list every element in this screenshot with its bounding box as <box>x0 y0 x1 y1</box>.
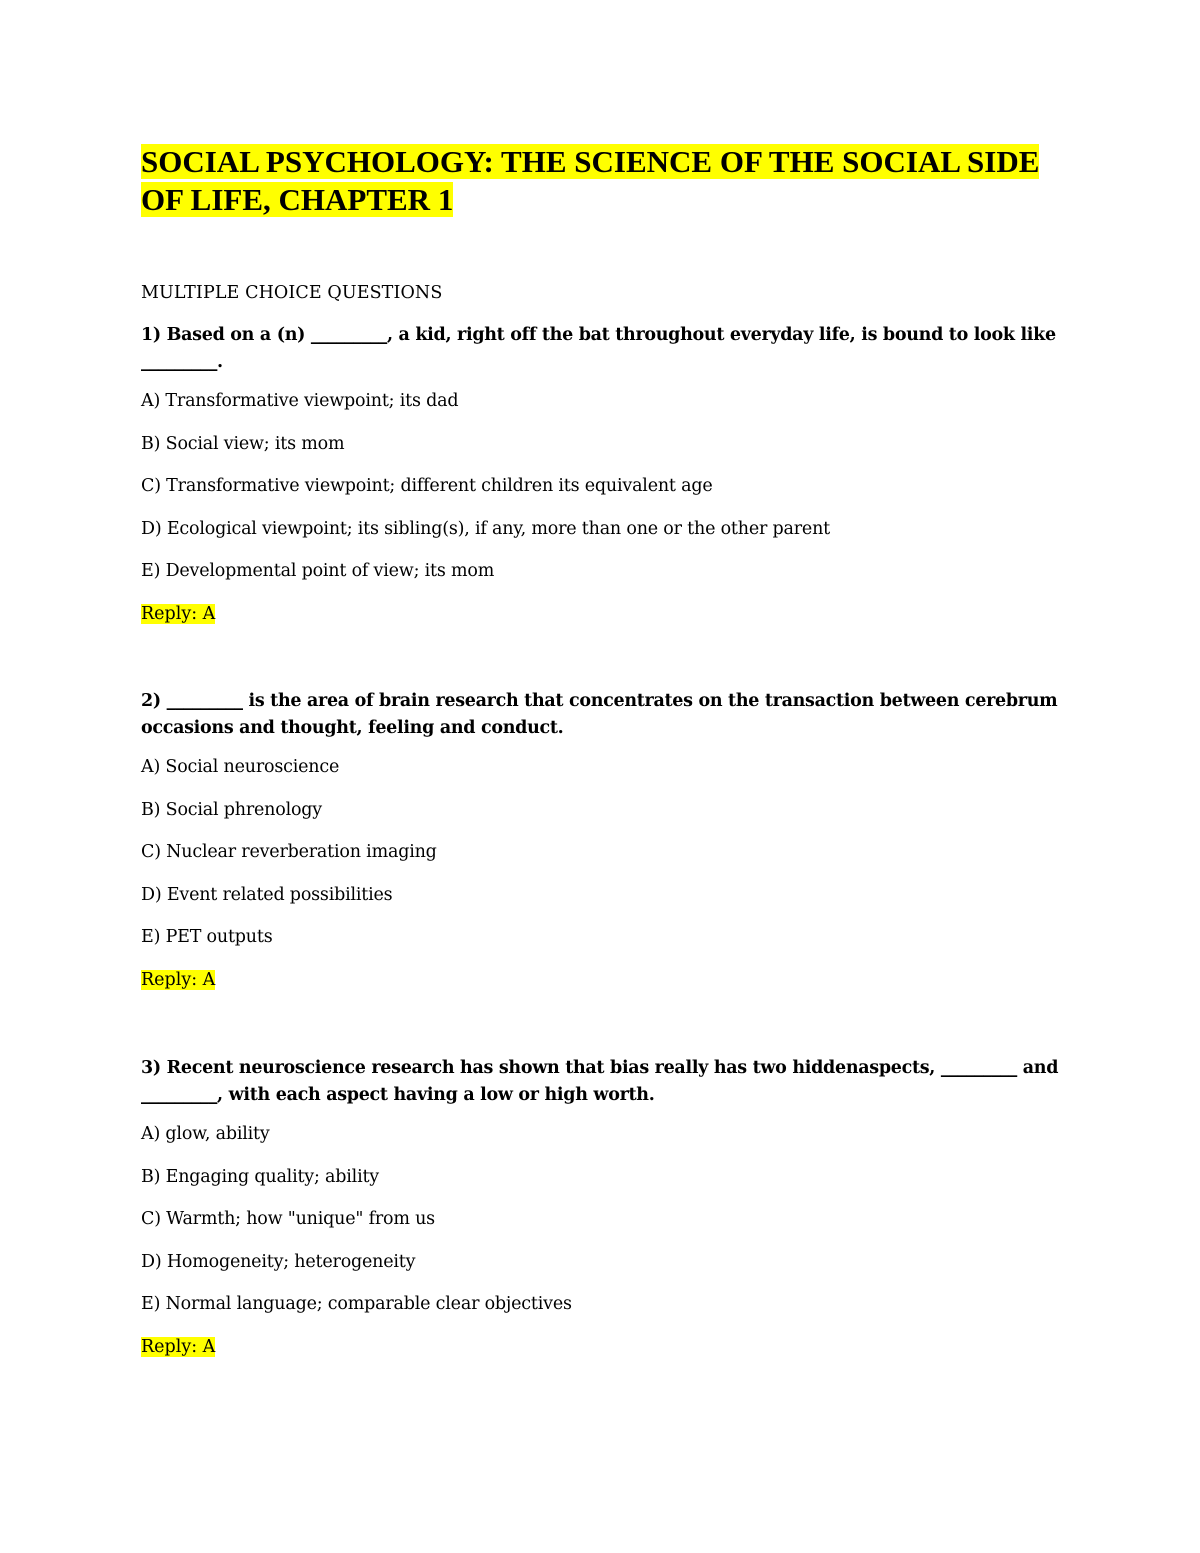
answer-option-e: E) Normal language; comparable clear objectives <box>141 1294 572 1314</box>
answer-reply <box>141 1334 1059 1361</box>
answer-option-e: E) PET outputs <box>141 927 273 947</box>
answer-option-b: B) Social phrenology <box>141 799 322 820</box>
answer-option-e: E) Developmental point of view; its mom <box>141 561 495 581</box>
title-line-1: SOCIAL PSYCHOLOGY: THE SCIENCE OF THE SOCIAL SIDE <box>141 144 1040 179</box>
section-heading: MULTIPLE CHOICE QUESTIONS <box>141 283 443 303</box>
title-line-2: OF LIFE, CHAPTER 1 <box>141 182 454 217</box>
answer-option-d: D) Event related possibilities <box>141 884 393 905</box>
document-content <box>141 143 1059 1357</box>
question-text: 2) _________ is the area of brain research that concentrates on the transaction between cerebrum occasions and thought, feeling and conduct. <box>141 691 1058 738</box>
question-text: 3) Recent neuroscience research has shown that bias really has two hiddenaspects, _________ and _________, with each aspect having a low or high worth. <box>141 1058 1059 1105</box>
answer-option-c: C) Warmth; how "unique" from us <box>141 1209 435 1229</box>
answer-option-a: A) Social neuroscience <box>141 757 340 777</box>
answer-option-b: B) Engaging quality; ability <box>141 1166 379 1187</box>
question-text: 1) Based on a (n) _________, a kid, right off the bat throughout everyday life, is bound to look like _________. <box>141 325 1056 372</box>
answer-option-d: D) Ecological viewpoint; its sibling(s), if any, more than one or the other parent <box>141 518 830 539</box>
answer-option-a: A) glow, ability <box>141 1124 270 1144</box>
reply-highlight: Reply: A <box>141 969 216 990</box>
answer-reply <box>141 967 1059 994</box>
question-block <box>141 688 1059 994</box>
question-block <box>141 322 1059 628</box>
reply-highlight: Reply: A <box>141 1336 216 1357</box>
answer-reply <box>141 601 1059 628</box>
question-block <box>141 1055 1059 1361</box>
answer-option-c: C) Nuclear reverberation imaging <box>141 842 437 862</box>
reply-highlight: Reply: A <box>141 603 216 624</box>
document-title <box>141 143 1059 219</box>
answer-option-a: A) Transformative viewpoint; its dad <box>141 391 459 411</box>
answer-option-c: C) Transformative viewpoint; different children its equivalent age <box>141 476 713 496</box>
answer-option-b: B) Social view; its mom <box>141 433 345 454</box>
answer-option-d: D) Homogeneity; heterogeneity <box>141 1251 416 1272</box>
